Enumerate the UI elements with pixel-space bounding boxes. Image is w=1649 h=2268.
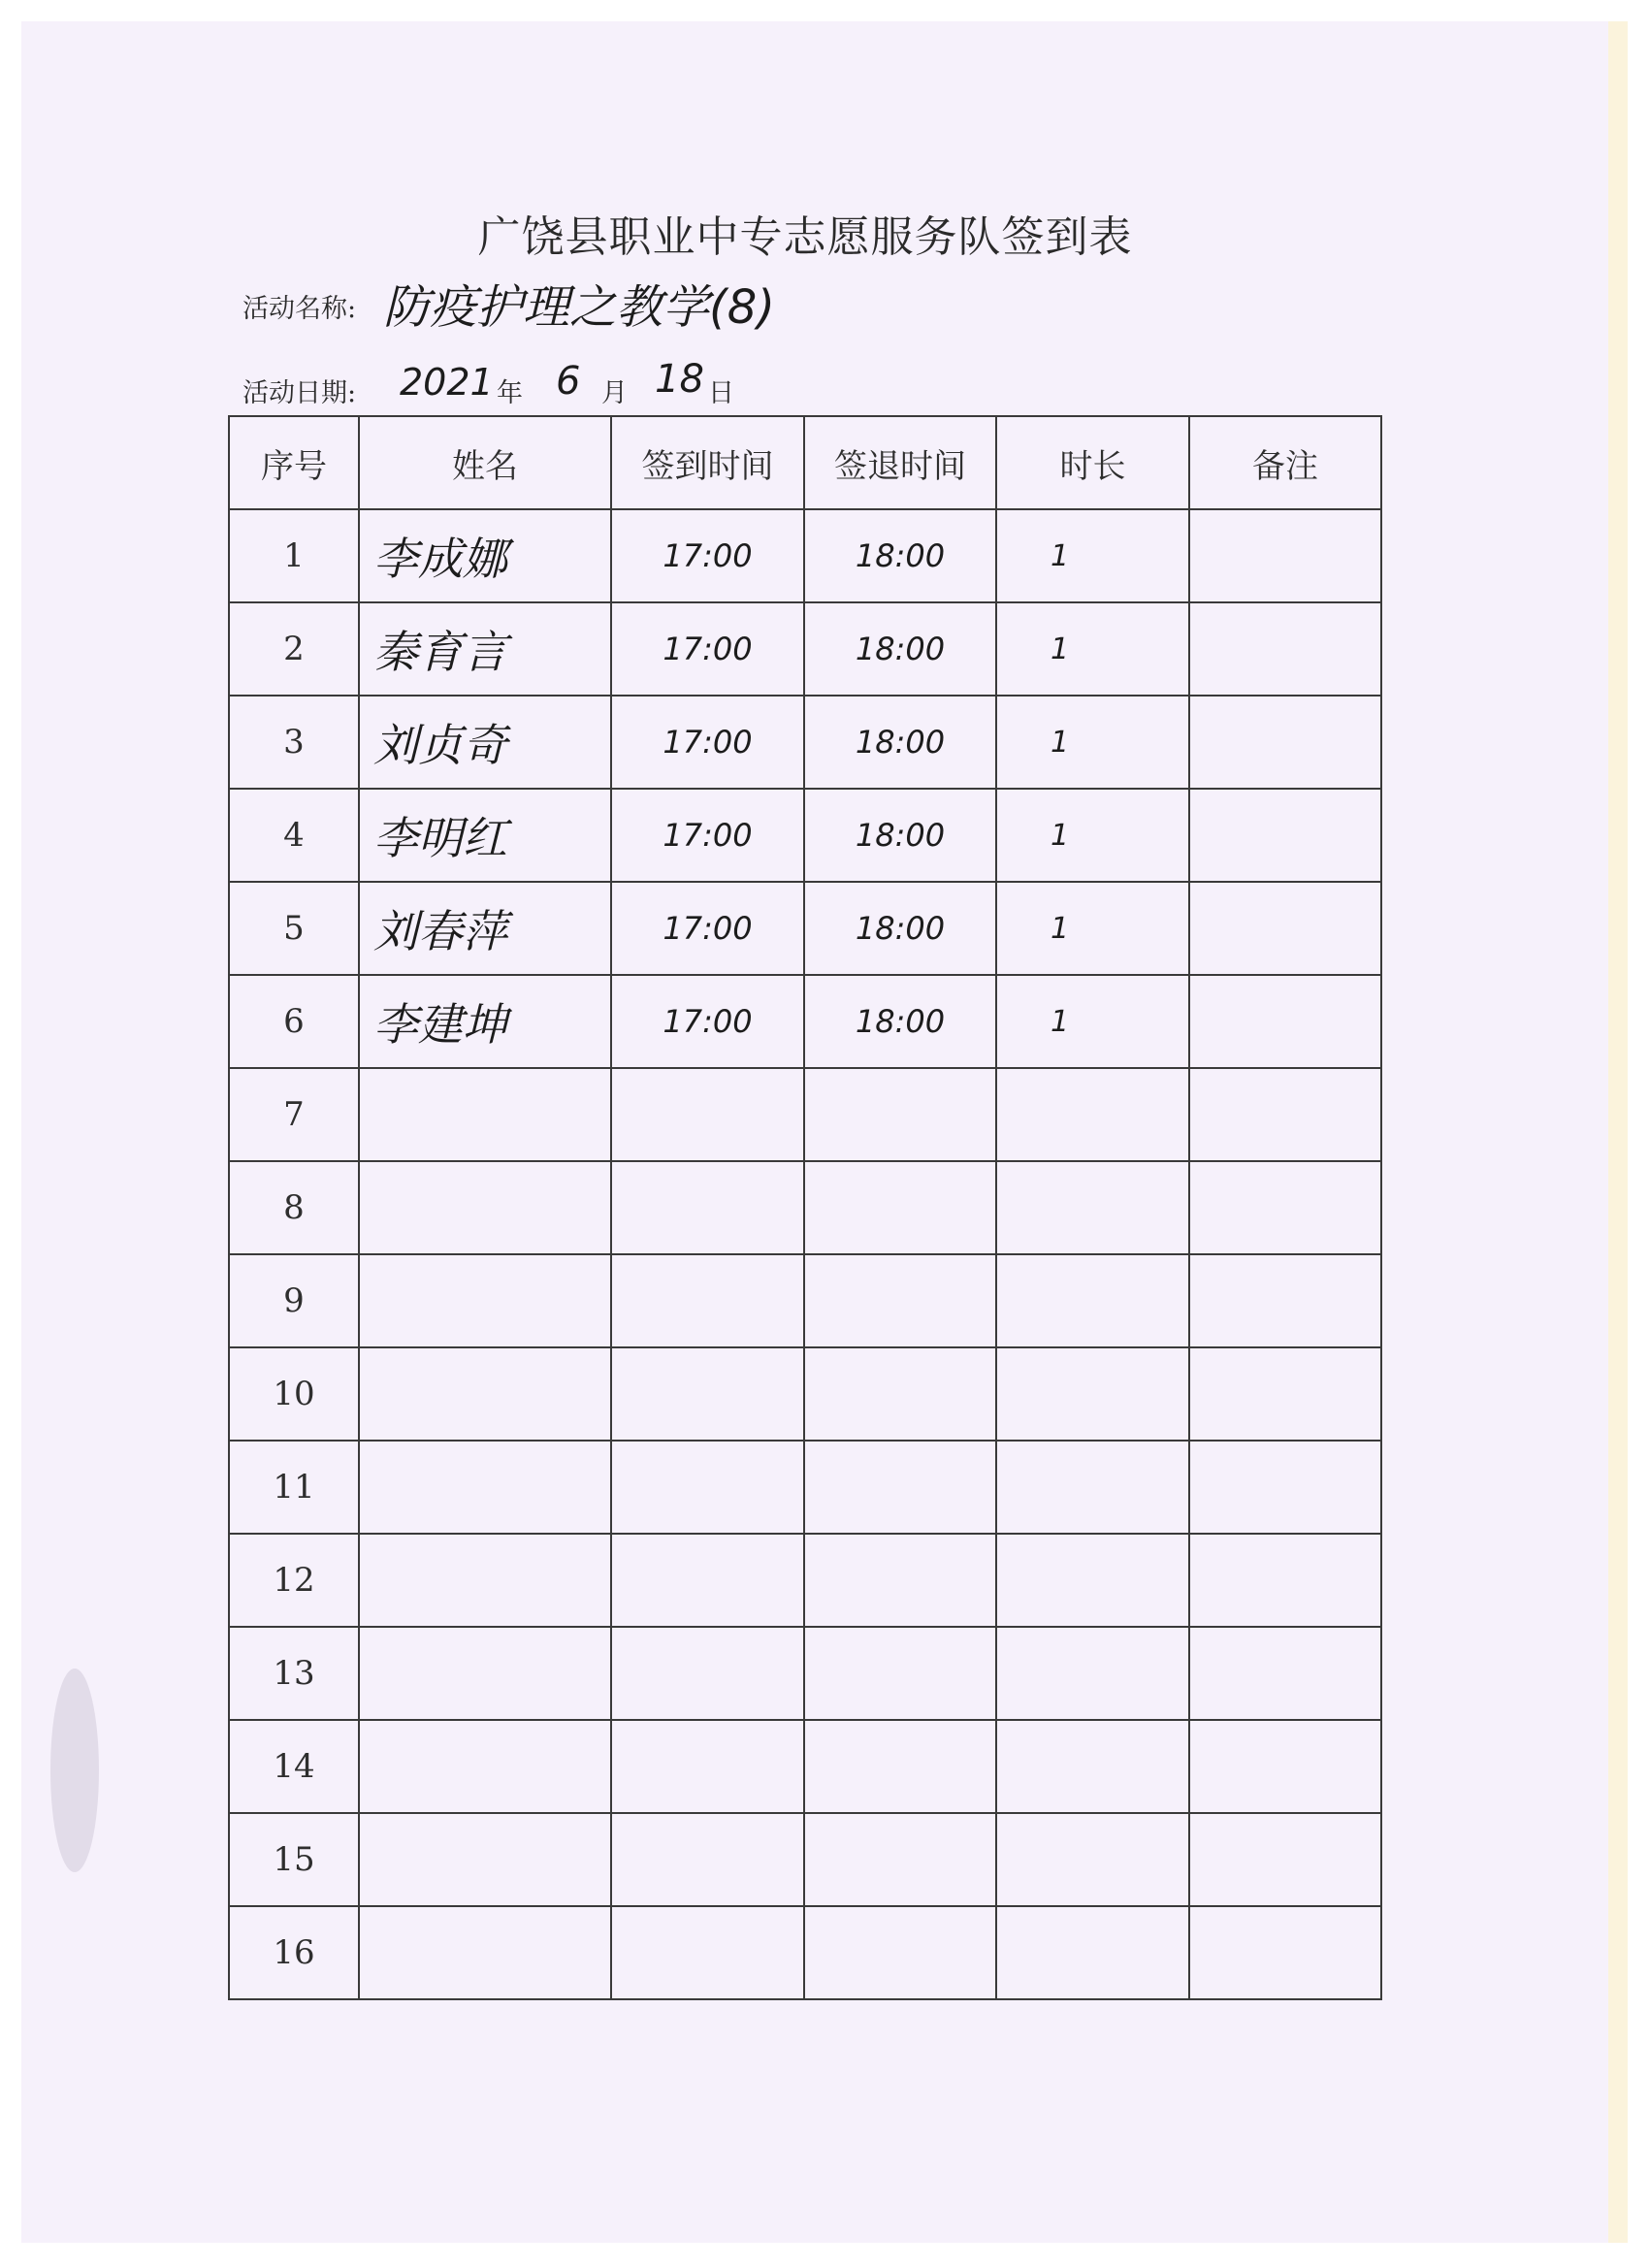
- row-duration: [996, 1161, 1189, 1254]
- row-name: 刘春萍: [359, 882, 611, 975]
- row-sign-in-time: [611, 1161, 804, 1254]
- row-name: [359, 1627, 611, 1720]
- row-number: 6: [229, 975, 359, 1068]
- sign-in-table: [228, 415, 1382, 2000]
- row-sign-out-time: [804, 1720, 996, 1813]
- row-duration: [996, 1627, 1189, 1720]
- table-row: [229, 1720, 1381, 1813]
- activity-month: 6: [556, 359, 581, 404]
- header-sign-in-time: 签到时间: [611, 416, 804, 509]
- row-duration: 1: [996, 789, 1189, 882]
- table-row: [229, 789, 1381, 882]
- table-row: [229, 509, 1381, 602]
- row-name: [359, 1347, 611, 1441]
- paper-stain: [50, 1669, 99, 1872]
- row-sign-out-time: 18:00: [804, 882, 996, 975]
- row-note: [1189, 1627, 1381, 1720]
- form-title: 广饶县职业中专志愿服务队签到表: [477, 212, 1133, 262]
- table-row: [229, 1906, 1381, 1999]
- row-duration: 1: [996, 882, 1189, 975]
- row-duration: [996, 1813, 1189, 1906]
- row-note: [1189, 1534, 1381, 1627]
- month-unit: 月: [601, 378, 628, 408]
- row-note: [1189, 1906, 1381, 1999]
- row-name: [359, 1813, 611, 1906]
- row-number: 9: [229, 1254, 359, 1347]
- row-sign-out-time: [804, 1813, 996, 1906]
- row-sign-out-time: [804, 1441, 996, 1534]
- row-note: [1189, 1441, 1381, 1534]
- row-note: [1189, 696, 1381, 789]
- table-row: [229, 1254, 1381, 1347]
- row-name: 李明红: [359, 789, 611, 882]
- row-duration: [996, 1068, 1189, 1161]
- row-number: 8: [229, 1161, 359, 1254]
- header-row: [229, 416, 1381, 509]
- activity-name-label: 活动名称:: [242, 294, 357, 324]
- table-row: [229, 1534, 1381, 1627]
- row-sign-in-time: [611, 1068, 804, 1161]
- table-row: [229, 1347, 1381, 1441]
- row-name: [359, 1441, 611, 1534]
- row-sign-in-time: [611, 1254, 804, 1347]
- day-unit: 日: [708, 378, 734, 408]
- row-number: 7: [229, 1068, 359, 1161]
- row-sign-out-time: [804, 1627, 996, 1720]
- row-note: [1189, 789, 1381, 882]
- table-row: [229, 696, 1381, 789]
- row-sign-in-time: 17:00: [611, 602, 804, 696]
- row-name: [359, 1254, 611, 1347]
- activity-day: 18: [655, 357, 704, 402]
- row-number: 14: [229, 1720, 359, 1813]
- table-row: [229, 602, 1381, 696]
- row-sign-out-time: [804, 1906, 996, 1999]
- row-name: 刘贞奇: [359, 696, 611, 789]
- table-row: [229, 1627, 1381, 1720]
- row-sign-out-time: [804, 1254, 996, 1347]
- row-sign-in-time: 17:00: [611, 509, 804, 602]
- row-number: 4: [229, 789, 359, 882]
- table-row: [229, 882, 1381, 975]
- row-number: 15: [229, 1813, 359, 1906]
- row-sign-in-time: [611, 1441, 804, 1534]
- row-duration: [996, 1347, 1189, 1441]
- table-row: [229, 1441, 1381, 1534]
- row-sign-out-time: 18:00: [804, 975, 996, 1068]
- row-sign-out-time: 18:00: [804, 696, 996, 789]
- row-note: [1189, 1161, 1381, 1254]
- row-name: 李建坤: [359, 975, 611, 1068]
- row-sign-in-time: 17:00: [611, 789, 804, 882]
- row-number: 1: [229, 509, 359, 602]
- row-note: [1189, 1813, 1381, 1906]
- row-name: [359, 1534, 611, 1627]
- row-number: 3: [229, 696, 359, 789]
- row-sign-in-time: 17:00: [611, 882, 804, 975]
- row-note: [1189, 1347, 1381, 1441]
- row-sign-in-time: [611, 1627, 804, 1720]
- row-sign-in-time: [611, 1813, 804, 1906]
- activity-date-label: 活动日期:: [242, 378, 357, 408]
- row-duration: [996, 1906, 1189, 1999]
- row-note: [1189, 1720, 1381, 1813]
- row-sign-out-time: 18:00: [804, 789, 996, 882]
- row-sign-in-time: [611, 1720, 804, 1813]
- row-number: 5: [229, 882, 359, 975]
- header-name: 姓名: [359, 416, 611, 509]
- row-sign-in-time: [611, 1347, 804, 1441]
- row-sign-in-time: [611, 1906, 804, 1999]
- row-duration: 1: [996, 509, 1189, 602]
- row-name: 秦育言: [359, 602, 611, 696]
- activity-name-value: 防疫护理之教学(8): [383, 280, 775, 335]
- row-duration: 1: [996, 975, 1189, 1068]
- header-sign-out-time: 签退时间: [804, 416, 996, 509]
- row-duration: 1: [996, 696, 1189, 789]
- row-note: [1189, 1254, 1381, 1347]
- row-sign-out-time: 18:00: [804, 602, 996, 696]
- paper-edge: [1608, 21, 1628, 2243]
- header-duration: 时长: [996, 416, 1189, 509]
- row-sign-in-time: [611, 1534, 804, 1627]
- row-name: 李成娜: [359, 509, 611, 602]
- row-duration: [996, 1441, 1189, 1534]
- row-number: 13: [229, 1627, 359, 1720]
- row-sign-in-time: 17:00: [611, 696, 804, 789]
- row-note: [1189, 882, 1381, 975]
- row-number: 11: [229, 1441, 359, 1534]
- row-number: 2: [229, 602, 359, 696]
- table-body: [229, 509, 1381, 1999]
- row-duration: [996, 1720, 1189, 1813]
- row-sign-out-time: [804, 1161, 996, 1254]
- activity-year: 2021: [400, 361, 494, 404]
- year-unit: 年: [497, 378, 523, 408]
- row-note: [1189, 602, 1381, 696]
- row-number: 12: [229, 1534, 359, 1627]
- header-no: 序号: [229, 416, 359, 509]
- row-number: 10: [229, 1347, 359, 1441]
- table-row: [229, 975, 1381, 1068]
- row-sign-out-time: [804, 1534, 996, 1627]
- row-note: [1189, 1068, 1381, 1161]
- table-row: [229, 1161, 1381, 1254]
- row-number: 16: [229, 1906, 359, 1999]
- row-name: [359, 1720, 611, 1813]
- row-duration: 1: [996, 602, 1189, 696]
- row-sign-out-time: [804, 1347, 996, 1441]
- row-name: [359, 1068, 611, 1161]
- row-note: [1189, 509, 1381, 602]
- row-sign-out-time: 18:00: [804, 509, 996, 602]
- header-note: 备注: [1189, 416, 1381, 509]
- row-sign-in-time: 17:00: [611, 975, 804, 1068]
- row-note: [1189, 975, 1381, 1068]
- table-row: [229, 1068, 1381, 1161]
- row-name: [359, 1906, 611, 1999]
- row-duration: [996, 1534, 1189, 1627]
- row-duration: [996, 1254, 1189, 1347]
- row-sign-out-time: [804, 1068, 996, 1161]
- row-name: [359, 1161, 611, 1254]
- table-row: [229, 1813, 1381, 1906]
